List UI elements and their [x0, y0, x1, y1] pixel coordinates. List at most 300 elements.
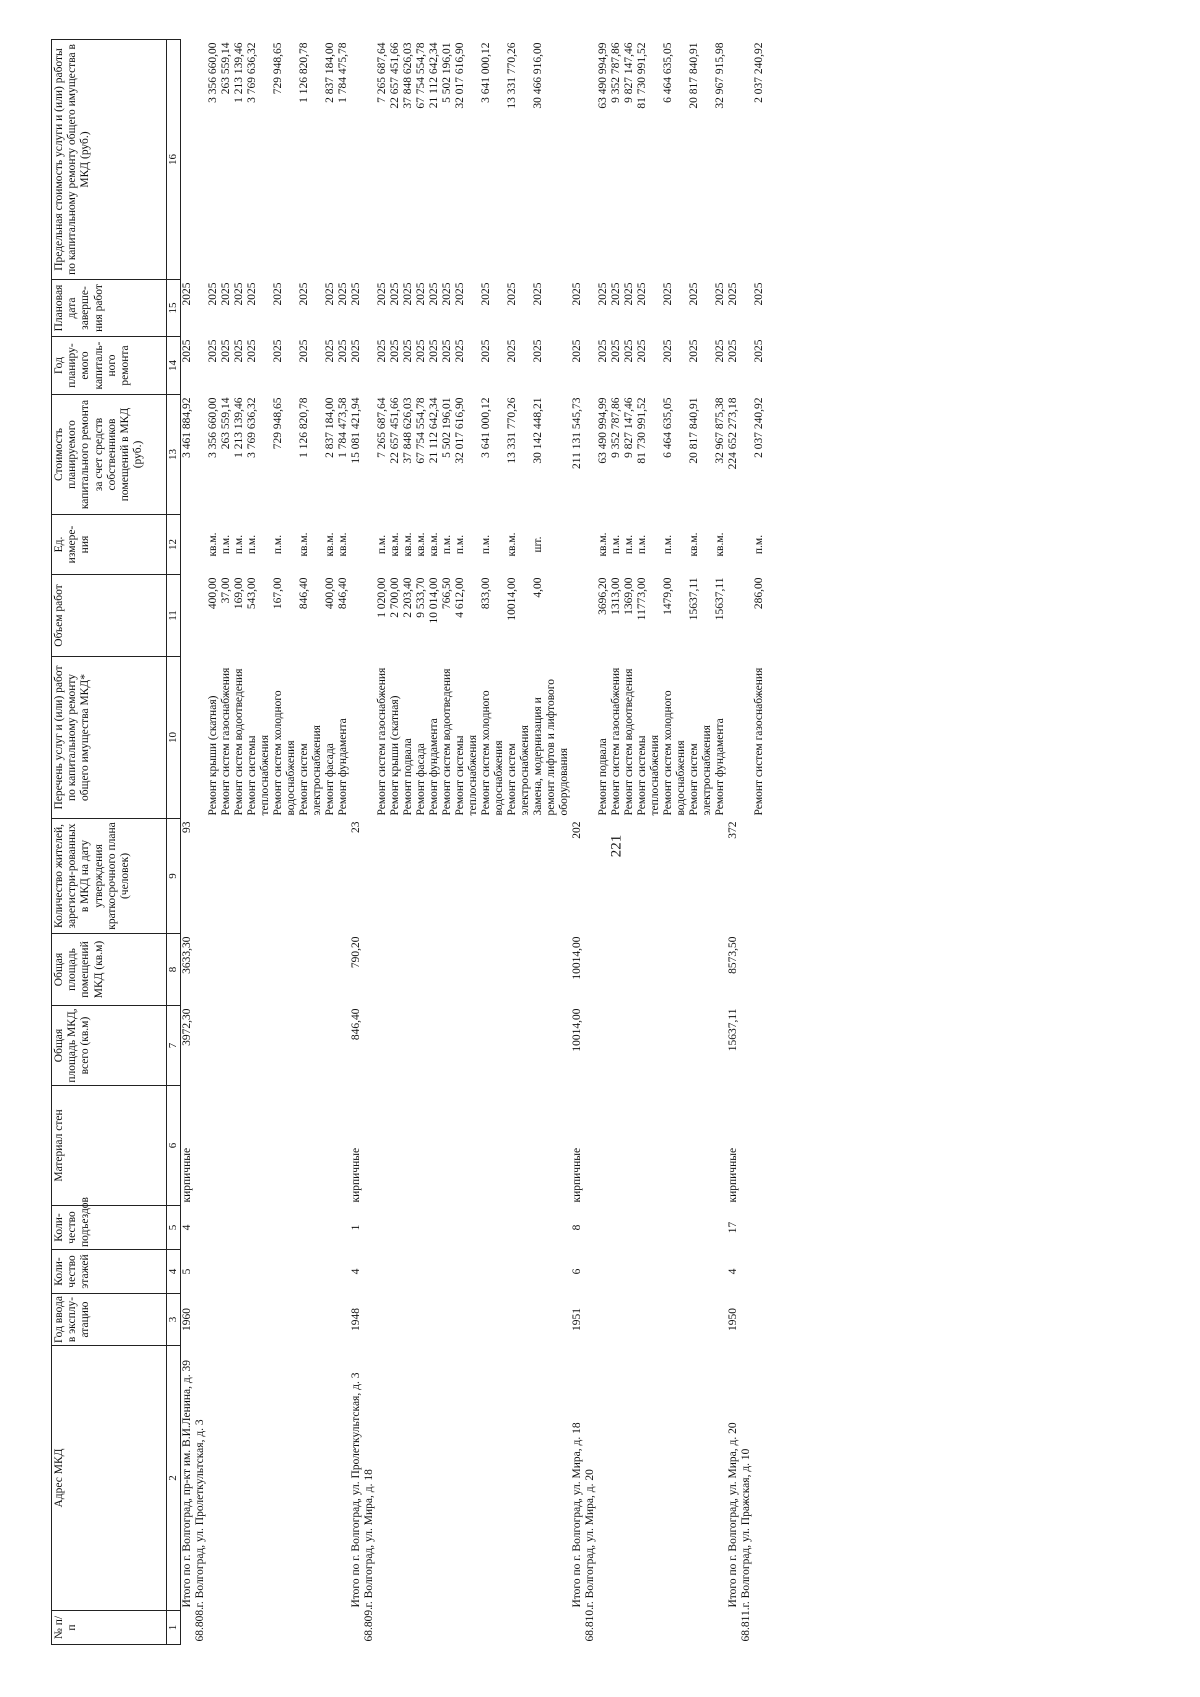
cell-completion-year: 2025	[402, 282, 414, 306]
cell-repair-year	[584, 337, 597, 395]
cell-floors	[480, 1250, 506, 1294]
cell-work-type: Ремонт систем холодного водоснабжения	[662, 690, 687, 816]
cell-total-area	[480, 1006, 506, 1086]
cell-premises-area	[376, 934, 389, 1006]
cell-work-type: Ремонт систем газоснабжения	[376, 667, 388, 816]
cell-repair-year: 2025	[688, 339, 700, 363]
table-row-work	[272, 40, 298, 1645]
cell-work-volume: 1479,00	[662, 577, 674, 615]
column-number-4: 4	[167, 1250, 181, 1294]
table-row-work	[389, 40, 402, 1645]
cell-unit: кв.м.	[389, 532, 401, 557]
cell-max-cost	[181, 40, 195, 280]
cell-work-type: Ремонт систем газоснабжения	[220, 667, 232, 816]
cell-completion-year	[363, 280, 376, 337]
cell-residents	[428, 819, 441, 934]
cell-work-type: Ремонт систем газоснабжения	[610, 667, 622, 816]
cell-address	[233, 1346, 246, 1611]
column-number-15: 15	[167, 280, 181, 337]
cell-completion-year: 2025	[441, 282, 453, 306]
cell-premises-area	[636, 934, 662, 1006]
cell-entrances	[740, 1206, 753, 1250]
table-row-work	[454, 40, 480, 1645]
cell-premises-area	[597, 934, 610, 1006]
cell-work-type: Ремонт фундамента	[714, 718, 726, 816]
cell-work-volume	[363, 575, 376, 657]
cell-residents	[480, 819, 506, 934]
cell-repair-year: 2025	[415, 339, 427, 363]
header-cell-col-9: Количество жителей, зарегистри-рованных в МКД на дату утверждения краткосрочного плана (человек)	[52, 819, 167, 934]
cell-repair-year: 2025	[441, 339, 453, 363]
cell-work-volume: 833,00	[480, 577, 492, 610]
cell-row-number	[662, 1611, 688, 1645]
cell-total-area	[714, 1006, 727, 1086]
cell-work-type: Ремонт подвала	[597, 738, 609, 816]
cell-completion-year: 2025	[506, 282, 518, 306]
cell-floors	[324, 1250, 337, 1294]
cell-unit: кв.м.	[597, 532, 609, 557]
cell-planned-cost	[740, 395, 753, 515]
cell-completion-year: 2025	[597, 282, 609, 306]
cell-unit: шт.	[532, 536, 544, 553]
cell-wall-material	[480, 1086, 506, 1206]
cell-max-cost: 5 502 196,01	[441, 42, 453, 103]
cell-floors	[740, 1250, 753, 1294]
cell-unit: кв.м.	[402, 532, 414, 557]
header-cell-col-15: Плановая дата заверше-ния работ	[52, 280, 167, 337]
cell-planned-cost: 32 967 875,38	[714, 397, 726, 464]
cell-residents	[376, 819, 389, 934]
cell-residents	[454, 819, 480, 934]
column-number-16: 16	[167, 40, 181, 280]
cell-entrances: 1	[350, 1224, 362, 1231]
cell-planned-cost: 1 213 139,46	[233, 397, 245, 458]
cell-total-area	[740, 1006, 753, 1086]
cell-work-type: Ремонт фундамента	[337, 718, 349, 816]
cell-premises-area	[662, 934, 688, 1006]
header-cell-col-8: Общая площадь помещений МКД (кв.м)	[52, 934, 167, 1006]
cell-work-volume: 1369,00	[623, 577, 635, 615]
cell-work-volume: 846,40	[337, 577, 349, 610]
cell-total-area	[298, 1006, 324, 1086]
column-number-8: 8	[167, 934, 181, 1006]
cell-unit: п.м.	[246, 534, 258, 555]
cell-floors	[363, 1250, 376, 1294]
cell-planned-cost: 3 356 660,00	[207, 397, 219, 458]
cell-wall-material	[753, 1086, 766, 1206]
cell-max-cost: 32 017 616,90	[454, 42, 466, 109]
cell-total-area	[389, 1006, 402, 1086]
cell-total-area	[584, 1006, 597, 1086]
cell-repair-year: 2025	[402, 339, 414, 363]
cell-work-volume: 400,00	[324, 577, 336, 610]
cell-total-area	[233, 1006, 246, 1086]
cell-total-area	[194, 1006, 207, 1086]
cell-planned-cost: 7 265 687,64	[376, 397, 388, 458]
cell-year-built	[272, 1294, 298, 1346]
cell-work-volume: 4 612,00	[454, 577, 466, 618]
cell-floors: 4	[350, 1268, 362, 1275]
column-number-12: 12	[167, 515, 181, 575]
header-cell-col-1: № п/п	[52, 1611, 167, 1645]
cell-repair-year: 2025	[324, 339, 336, 363]
cell-planned-cost	[363, 395, 376, 515]
cell-row-number	[220, 1611, 233, 1645]
cell-planned-cost: 81 730 991,52	[636, 397, 648, 464]
cell-repair-year: 2025	[389, 339, 401, 363]
cell-floors	[662, 1250, 688, 1294]
cell-year-built	[363, 1294, 376, 1346]
cell-work-type: Ремонт системы теплоснабжения	[454, 735, 479, 816]
cell-premises-area: 790,20	[350, 936, 362, 969]
cell-repair-year: 2025	[753, 339, 765, 363]
cell-repair-year	[194, 337, 207, 395]
cell-unit	[194, 515, 207, 575]
cell-row-number	[610, 1611, 623, 1645]
cell-planned-cost: 1 126 820,78	[298, 397, 310, 458]
cell-entrances	[220, 1206, 233, 1250]
cell-work-volume: 15637,11	[714, 577, 726, 621]
cell-max-cost	[727, 40, 740, 280]
cell-planned-cost	[584, 395, 597, 515]
table-row-work	[714, 40, 727, 1645]
cell-wall-material	[454, 1086, 480, 1206]
table-row-work	[623, 40, 636, 1645]
cell-row-number: 68.811.	[740, 1607, 752, 1642]
cell-premises-area	[337, 934, 350, 1006]
cell-work-type	[194, 657, 207, 819]
cell-wall-material	[402, 1086, 415, 1206]
cell-premises-area	[506, 934, 532, 1006]
cell-premises-area	[532, 934, 571, 1006]
cell-completion-year: 2025	[571, 282, 583, 306]
table-row-work	[597, 40, 610, 1645]
cell-total-area	[402, 1006, 415, 1086]
table-body	[181, 40, 767, 1645]
cell-unit: п.м.	[233, 534, 245, 555]
column-number-2: 2	[167, 1346, 181, 1611]
cell-address	[402, 1346, 415, 1611]
cell-wall-material	[610, 1086, 623, 1206]
cell-work-type: Ремонт систем холодного водоснабжения	[272, 690, 297, 816]
cell-unit: п.м.	[441, 534, 453, 555]
cell-planned-cost: 13 331 770,26	[506, 397, 518, 464]
cell-wall-material	[428, 1086, 441, 1206]
cell-residents	[740, 819, 753, 934]
cell-wall-material	[662, 1086, 688, 1206]
cell-planned-cost: 37 848 626,03	[402, 397, 414, 464]
column-number-10: 10	[167, 657, 181, 819]
cell-address	[753, 1346, 766, 1611]
table-row-total	[571, 40, 584, 1645]
cell-unit	[584, 515, 597, 575]
cell-work-volume: 9 533,70	[415, 577, 427, 618]
cell-wall-material	[597, 1086, 610, 1206]
cell-year-built	[753, 1294, 766, 1346]
table-row-work	[337, 40, 350, 1645]
cell-planned-cost: 2 837 184,00	[324, 397, 336, 458]
cell-year-built	[740, 1294, 753, 1346]
cell-residents: 202	[571, 821, 583, 839]
cell-repair-year: 2025	[727, 339, 739, 363]
cell-floors	[506, 1250, 532, 1294]
cell-unit: п.м.	[480, 534, 492, 555]
cell-total-area	[597, 1006, 610, 1086]
cell-total-area	[376, 1006, 389, 1086]
cell-residents	[441, 819, 454, 934]
cell-work-volume	[740, 575, 753, 657]
cell-address: г. Волгоград, ул. Пролеткультская, д. 3	[194, 1419, 206, 1608]
cell-address	[376, 1346, 389, 1611]
rotated-table-container	[51, 40, 1153, 1645]
cell-row-number	[415, 1611, 428, 1645]
cell-floors	[337, 1250, 350, 1294]
cell-total-area	[337, 1006, 350, 1086]
cell-wall-material	[233, 1086, 246, 1206]
cell-repair-year: 2025	[714, 339, 726, 363]
cell-year-built	[454, 1294, 480, 1346]
cell-address	[441, 1346, 454, 1611]
cell-planned-cost: 21 112 642,34	[428, 397, 440, 464]
cell-year-built	[636, 1294, 662, 1346]
cell-wall-material	[389, 1086, 402, 1206]
cell-premises-area	[623, 934, 636, 1006]
cell-max-cost	[571, 40, 584, 280]
cell-entrances	[506, 1206, 532, 1250]
cell-residents	[623, 819, 636, 934]
cell-work-volume: 286,00	[753, 577, 765, 610]
cell-premises-area	[298, 934, 324, 1006]
cell-wall-material: кирпичные	[350, 1147, 362, 1203]
table-row-work	[376, 40, 389, 1645]
column-number-1: 1	[167, 1611, 181, 1645]
table-row-house	[740, 40, 753, 1645]
cell-total-area: 846,40	[350, 1008, 362, 1041]
cell-entrances	[454, 1206, 480, 1250]
cell-address	[636, 1346, 662, 1611]
cell-year-built	[233, 1294, 246, 1346]
cell-entrances	[636, 1206, 662, 1250]
header-row	[52, 40, 167, 1645]
cell-premises-area	[688, 934, 714, 1006]
cell-year-built	[298, 1294, 324, 1346]
cell-row-number	[402, 1611, 415, 1645]
cell-row-number	[714, 1611, 727, 1645]
cell-repair-year	[363, 337, 376, 395]
cell-completion-year: 2025	[233, 282, 245, 306]
cell-total-area	[207, 1006, 220, 1086]
cell-total-area	[441, 1006, 454, 1086]
cell-work-type: Замена, модернизация и ремонт лифтов и лифтового оборудования	[532, 679, 570, 816]
cell-floors	[402, 1250, 415, 1294]
cell-address	[324, 1346, 337, 1611]
cell-premises-area: 8573,50	[727, 936, 739, 974]
cell-row-number	[428, 1611, 441, 1645]
cell-floors	[272, 1250, 298, 1294]
cell-max-cost: 729 948,65	[272, 42, 284, 95]
cell-wall-material	[623, 1086, 636, 1206]
table-row-work	[324, 40, 337, 1645]
cell-planned-cost	[194, 395, 207, 515]
cell-residents	[402, 819, 415, 934]
cell-completion-year: 2025	[324, 282, 336, 306]
cell-premises-area	[402, 934, 415, 1006]
cell-total-area	[428, 1006, 441, 1086]
cell-unit: кв.м.	[415, 532, 427, 557]
cell-unit: кв.м.	[324, 532, 336, 557]
cell-unit: п.м.	[376, 534, 388, 555]
cell-unit: кв.м.	[688, 532, 700, 557]
cell-total-area	[324, 1006, 337, 1086]
cell-year-built	[714, 1294, 727, 1346]
cell-row-number	[337, 1611, 350, 1645]
cell-unit: кв.м.	[337, 532, 349, 557]
cell-address	[662, 1346, 688, 1611]
cell-year-built	[324, 1294, 337, 1346]
cell-completion-year: 2025	[220, 282, 232, 306]
cell-entrances	[233, 1206, 246, 1250]
cell-work-type: Ремонт фасада	[415, 743, 427, 816]
cell-address	[454, 1346, 480, 1611]
cell-residents	[233, 819, 246, 934]
cell-wall-material: кирпичные	[571, 1147, 583, 1203]
cell-total-area	[246, 1006, 272, 1086]
header-cell-col-3: Год ввода в эксплу-атацию	[52, 1294, 167, 1346]
cell-entrances	[272, 1206, 298, 1250]
cell-wall-material	[740, 1086, 753, 1206]
table-row-work	[441, 40, 454, 1645]
cell-repair-year: 2025	[506, 339, 518, 363]
cell-wall-material	[363, 1086, 376, 1206]
cell-floors	[428, 1250, 441, 1294]
column-number-5: 5	[167, 1206, 181, 1250]
cell-max-cost	[194, 40, 207, 280]
cell-address	[714, 1346, 727, 1611]
cell-address	[610, 1346, 623, 1611]
cell-year-built	[402, 1294, 415, 1346]
cell-unit	[363, 515, 376, 575]
cell-repair-year: 2025	[181, 339, 193, 363]
cell-year-built	[506, 1294, 532, 1346]
cell-premises-area	[194, 934, 207, 1006]
cell-unit: кв.м.	[298, 532, 310, 557]
cell-work-type: Ремонт системы теплоснабжения	[246, 735, 271, 816]
cell-work-type: Ремонт систем водоотведения	[441, 668, 453, 816]
page-number: 221	[608, 834, 625, 858]
cell-year-built	[480, 1294, 506, 1346]
cell-residents	[610, 819, 623, 934]
cell-row-number	[389, 1611, 402, 1645]
cell-total-area	[636, 1006, 662, 1086]
cell-total-area	[220, 1006, 233, 1086]
cell-work-type: Ремонт крыши (скатная)	[389, 695, 401, 816]
cell-completion-year: 2025	[376, 282, 388, 306]
cell-max-cost: 13 331 770,26	[506, 42, 518, 109]
cell-work-type: Ремонт систем холодного водоснабжения	[480, 690, 505, 816]
cell-row-number	[636, 1611, 662, 1645]
cell-floors	[246, 1250, 272, 1294]
cell-row-number: 68.809.	[363, 1607, 375, 1642]
cell-row-number	[246, 1611, 272, 1645]
cell-repair-year: 2025	[532, 339, 544, 363]
cell-row-number	[623, 1611, 636, 1645]
cell-planned-cost: 263 559,14	[220, 397, 232, 450]
cell-floors	[688, 1250, 714, 1294]
cell-completion-year: 2025	[415, 282, 427, 306]
cell-row-number	[753, 1611, 766, 1645]
cell-max-cost: 67 754 554,78	[415, 42, 427, 109]
cell-premises-area	[233, 934, 246, 1006]
cell-row-number	[207, 1611, 220, 1645]
cell-premises-area	[389, 934, 402, 1006]
cell-row-number: 68.808.	[194, 1607, 206, 1642]
cell-unit: кв.м.	[207, 532, 219, 557]
cell-premises-area	[363, 934, 376, 1006]
cell-max-cost: 20 817 840,91	[688, 42, 700, 109]
cell-address: г. Волгоград, ул. Пражская, д. 10	[740, 1448, 752, 1608]
table-row-total	[181, 40, 195, 1645]
cell-entrances	[194, 1206, 207, 1250]
table-row-house	[363, 40, 376, 1645]
cell-year-built	[597, 1294, 610, 1346]
cell-repair-year: 2025	[246, 339, 258, 363]
cell-unit	[350, 515, 363, 575]
cell-residents	[246, 819, 272, 934]
cell-residents	[688, 819, 714, 934]
cell-planned-cost: 3 769 636,32	[246, 397, 258, 458]
cell-entrances	[688, 1206, 714, 1250]
cell-premises-area	[740, 934, 753, 1006]
cell-unit: кв.м.	[506, 532, 518, 557]
cell-residents	[753, 819, 766, 934]
cell-max-cost: 6 464 635,05	[662, 42, 674, 103]
cell-residents	[506, 819, 532, 934]
cell-repair-year: 2025	[337, 339, 349, 363]
column-number-14: 14	[167, 337, 181, 395]
cell-year-built	[246, 1294, 272, 1346]
cell-max-cost: 1 784 475,78	[337, 42, 349, 103]
cell-total-area	[662, 1006, 688, 1086]
cell-entrances	[298, 1206, 324, 1250]
cell-floors	[714, 1250, 727, 1294]
cell-residents	[389, 819, 402, 934]
cell-premises-area	[441, 934, 454, 1006]
table-row-work	[636, 40, 662, 1645]
cell-completion-year: 2025	[389, 282, 401, 306]
cell-floors	[194, 1250, 207, 1294]
table-row-work	[415, 40, 428, 1645]
cell-wall-material	[324, 1086, 337, 1206]
cell-completion-year	[194, 280, 207, 337]
cell-repair-year: 2025	[662, 339, 674, 363]
cell-max-cost	[740, 40, 753, 280]
cell-work-volume: 11773,00	[636, 577, 648, 621]
header-cell-col-14: Год планиру-емого капиталь-ного ремонта	[52, 337, 167, 395]
cell-completion-year: 2025	[207, 282, 219, 306]
cell-work-type: Ремонт систем газоснабжения	[753, 667, 765, 816]
cell-total-area	[610, 1006, 623, 1086]
table-row-work	[506, 40, 532, 1645]
cell-address	[337, 1346, 350, 1611]
cell-work-type: Ремонт системы теплоснабжения	[636, 735, 661, 816]
cell-total-area: 3972,30	[181, 1008, 193, 1046]
cell-year-built: 1960	[181, 1308, 193, 1331]
cell-wall-material	[376, 1086, 389, 1206]
cell-planned-cost: 211 131 545,73	[571, 397, 583, 469]
cell-planned-cost: 9 827 147,46	[623, 397, 635, 458]
header-cell-col-11: Объем работ	[52, 575, 167, 657]
table-row-work	[233, 40, 246, 1645]
